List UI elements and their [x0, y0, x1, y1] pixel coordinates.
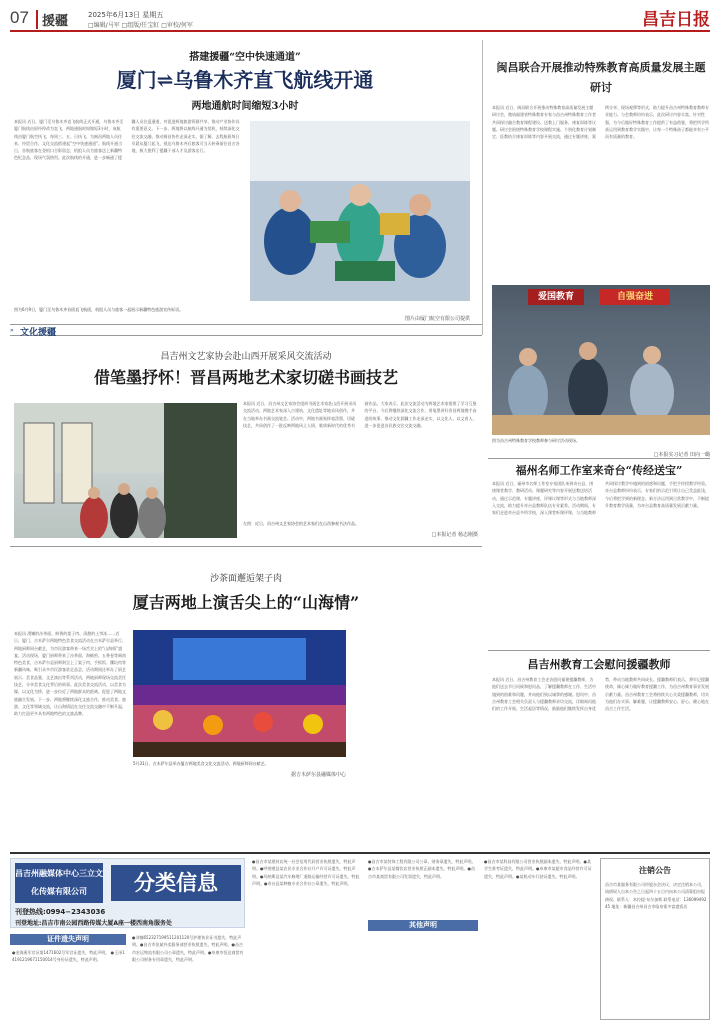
classroom-illustration	[492, 285, 710, 435]
a6-title: 昌吉州教育工会慰问援疆教师	[527, 658, 671, 671]
a3-credit: □本报记者 杨志刚摄	[431, 532, 478, 538]
section-band-culture	[10, 324, 482, 336]
calligraphy-illustration	[14, 403, 237, 538]
divider	[10, 546, 482, 547]
a5-body-cont	[352, 630, 480, 860]
phone-line	[15, 907, 105, 917]
a5-kicker: 沙茶面邂逅架子肉	[209, 574, 282, 584]
a4-body: 本报讯 近日，福州市名师工作室专家团队来到奇台县，围绕课堂教学、教研活动、课题研究等内容开展送教送培活动，通过示范课、专题讲座、评课议课等形式与当地教师深入交流，助力提升奇台县教师队伍专业素养。活动期间，专家们走进奇台县多所学校，深入课堂听课评课，与当地教师共同探讨教学中遇到的困惑和问题，手把手传授教学经验。奇台县教师纷纷表示，专家们的示范引领让自己受益匪浅，今后将把学到的新理念、新方法运用到日常教学中，不断提升教育教学质量，为奇台县教育高质量发展贡献力量。	[492, 481, 709, 516]
section-name: 援疆	[36, 10, 68, 29]
a6-body: 本报讯 近日，昌吉州教育工会走访慰问福建援疆教师，为他们送去节日问候和慰问品，了解援疆教师在工作、生活中遇到的困难和问题，并向他们致以诚挚的感谢。慰问中，昌吉州教育工会相关负责人与援疆教师亲切交流，详细询问他们的工作开展、生活起居等情况，鼓励他们继续发挥自身优势，带动当地教师共同成长。援疆教师们表示，将牢记援疆使命，倾心倾力做好教育援疆工作，为昌吉州教育事业发展贡献力量。昌吉州教育工会将持续关心关爱援疆教师，切实为他们办实事、解难题，让援疆教师安心、舒心、暖心地在昌吉工作生活。	[492, 677, 709, 712]
a1-photo-cabin	[250, 121, 470, 301]
classified-title: 分类信息	[111, 865, 241, 901]
a1-subtitle: 两地通航时间缩短3小时	[191, 101, 299, 112]
a3-caption: 左图：近日，昌吉州文艺家协会的艺术家们在山西参观书法作品。	[243, 521, 359, 526]
a1-credit: 图片由厦门航空有限公司提供	[404, 316, 470, 322]
a3-photo-calligraphy	[14, 403, 237, 538]
divider	[488, 650, 710, 651]
phone-number: 0994−2343036	[45, 908, 106, 916]
classroom-banner-left: 爱国教育	[528, 289, 584, 305]
classified-col4: ●昌吉市某装饰工程有限公司公章、财务章遗失，特此声明。●吉木萨尔县某餐饮店营业执照正副本遗失，特此声明。●昌吉市某商贸有限公司发票遗失，特此声明。	[368, 859, 476, 879]
classroom-banner-right: 自强奋进	[600, 289, 670, 305]
section-band-label: 文化援疆	[20, 328, 57, 338]
a5-title: 厦吉两地上演舌尖上的“山海情”	[132, 593, 360, 612]
cabin-illustration	[250, 121, 470, 301]
phone-label: 刊登热线:	[15, 908, 46, 916]
a4-title: 福州名师工作室来奇台“传经送宝”	[515, 464, 683, 477]
address-text: 昌吉市南公园西路传媒大厦A座一楼西南角服务处	[41, 920, 173, 927]
classified-col2: ●刘楠652327199511201120号护理执业证书遗失，特此声明。●昌吉市张斌外卖服务部营业执照遗失，特此声明。●昌吉市宏运物流有限公司公章遗失，特此声明。●阜康市恒达商贸有限公司财务专用章遗失，特此声明。	[132, 935, 244, 962]
editors-line: □编辑/马军 □组版/任宝虹 □审校/何军	[88, 22, 193, 29]
a3-body: 本报讯 近日，昌吉州文艺家协会组织书画艺术家赴山西开展采风交流活动，两地艺术家深入古建筑、文化遗址等地采风创作，并在当地举办书画交流笔会。活动中，两地书画家挥毫泼墨、切磋技艺，共同创作了一批反映两地风土人情、歌颂新时代的优秀书画作品。大家表示，此次交流活动为两地艺术家搭建了学习互鉴的平台，今后将继续深化交流合作，用笔墨讲好晋昌两地携手奋进的故事，推动文化润疆工作走深走实，以文化人、以文育人，进一步促进各民族交往交流交融。	[243, 401, 477, 428]
a2-title: 闽昌联合开展推动特殊教育高质量发展主题研讨	[496, 61, 706, 94]
classified-col6: 昌吉市某服务有限公司经股东会决议，决定注销本公司，请债权人自本公告之日起四十五日内向本公司清算组申报债权。联系人：木拉提·布尔加斯 联系电话：13609949245 地址：新疆昌吉州昌吉市临泉街多富盛饭店	[605, 882, 707, 909]
a3-kicker: 昌吉州文艺家协会赴山西开展采风交流活动	[160, 352, 332, 362]
a3-title: 借笔墨抒怀！晋昌两地艺术家切磋书画技艺	[93, 368, 398, 387]
page-header	[10, 8, 710, 32]
issue-date: 2025年6月13日 星期五	[88, 11, 164, 19]
page-number: 07	[10, 8, 29, 27]
divider	[488, 458, 710, 459]
a2-body: 本报讯 近日，闽昌联合开展推动特殊教育高质量发展主题研讨会，邀请福建省特殊教育专家与昌吉州特殊教育工作者共同探讨融合教育课程建设、送教上门服务、康复训练等议题。研讨会围绕特殊教育学校课程实施、个别化教育计划制定、医教结合康复训练等内容开展交流，通过专题讲座、案例分享、现场观摩等形式，助力提升昌吉州特殊教育教师专业能力。与会教师纷纷表示，此次研讨内容丰富、针对性强，为今后做好特殊教育工作提供了有益借鉴，将把所学所获运用到教育教学实践中，让每一个特殊孩子都能享有公平而有质量的教育。	[492, 105, 709, 140]
double-chevron-icon: »	[10, 327, 14, 334]
address-label: 刊登地址:	[15, 920, 42, 927]
classified-company: 昌吉州融媒体中心三立文化传媒有限公司	[15, 863, 103, 903]
stage-illustration	[133, 630, 346, 757]
newspaper-logo: 昌吉日报	[642, 10, 710, 30]
sec-other: 其他声明	[368, 920, 478, 931]
a1-kicker: 搭建援疆“空中快速通道”	[189, 52, 301, 63]
a2-photo-classroom	[492, 285, 710, 435]
a1-title: 厦门⇌乌鲁木齐直飞航线开通	[116, 68, 374, 92]
a5-body: 本报讯 滑嫩的沙茶面、鲜香的架子肉、清甜的土笋冻……近日，厦门、吉木萨尔两地特色美食交流活动在吉木萨尔县举行，两地厨师同台献艺，为市民游客带来一场舌尖上的“山海情”盛宴。活动现场，厦门厨师带来了沙茶面、海蛎煎、五香卷等闽南特色美食，吉木萨尔县厨师则呈上了架子肉、手抓饭、馕坑肉等新疆风味，吸引众多市民游客驻足品尝。活动期间还举办了厨艺展示、美食品鉴、文艺演出等系列活动，两地厨师现场交流烹饪技艺，分享美食文化背后的故事。此次美食交流活动，以美食为媒、以文化为桥，进一步拉近了两地群众的距离，促进了两地文旅融合发展。下一步，两地将继续深化文旅合作，推动美食、旅游、文化等领域交流，让山海情谊在交往交流交融中不断升温，助力打造更多具有两地特色的文旅品牌。	[14, 631, 126, 717]
a5-caption: 5月31日，吉木萨尔县举办厦吉两地美食文化交流活动，两地厨师同台献艺。	[133, 761, 269, 766]
classified-masthead	[10, 858, 245, 928]
classified-col4b	[368, 934, 478, 1020]
notice-box	[600, 858, 710, 1020]
a1-body: 本报讯 近日，厦门至乌鲁木齐直飞航线正式开通，乌鲁木齐至厦门航线由原经停改为直飞，两地通航时间缩短3小时，该航线由厦门航空执飞，每周三、五、日执飞，为闽昌两地人员往来、经贸合作、文化交流搭建起“空中快速通道”。航线开通当日，首航旅客在登机口合影留念，机组人员为旅客送上新疆特色纪念品，现场气氛热烈。此次航线的开通，进一步畅通了援疆人员往返通道，对促进两地旅游资源共享、推动产业协作具有重要意义。下一步，两地将以航线开通为契机，持续深化交往交流交融，推动闽昌协作走深走实。据了解，去程航班每日早晨从厦门起飞，抵达乌鲁木齐后旅客可当天转乘前往昌吉各地，极大便利了援疆干部人才及游客出行。	[14, 119, 240, 161]
classified-section	[10, 852, 710, 1020]
sec-lost-docs: 证件遗失声明	[10, 934, 126, 945]
a5-photo-stage	[133, 630, 346, 757]
classified-col5: ●昌吉市某科技有限公司营业执照副本遗失，特此声明。●某学生准考证遗失，特此声明。●阜康市某超市食品经营许可证遗失，特此声明。●某机动车行驶证遗失，特此声明。	[484, 859, 592, 879]
sec-deregister: 注销公告	[639, 866, 671, 875]
a2-credit: □本报实习记者 田向一璐	[653, 452, 710, 458]
column-divider	[482, 40, 483, 335]
a1-caption: 图为6月9日，厦门至乌鲁木齐首班直飞航班，机组人员与旅客一起展示新疆特色旅游宣传标语。	[14, 307, 184, 312]
classified-col1: ●金海燕军官证第1471602号军官证遗失，特此声明。 ●王泽14191219671150014号身份证遗失，特此声明。	[12, 950, 125, 963]
a2-caption: 图为昌吉州特殊教育学校教师参与研讨活动现场。	[492, 438, 580, 443]
address-line	[15, 918, 172, 927]
classified-col3: ●昌吉市某建材店统一社会信用代码营业执照遗失，特此声明。●呼图壁县某农民专业合作社开户许可证遗失，特此声明。●玛纳斯县某汽车修理厂道路运输经营许可证遗失，特此声明。●奇台县某种植专业合作社公章遗失，特此声明。	[252, 859, 360, 886]
a5-credit: 据吉木萨尔县融媒体中心	[290, 772, 346, 778]
